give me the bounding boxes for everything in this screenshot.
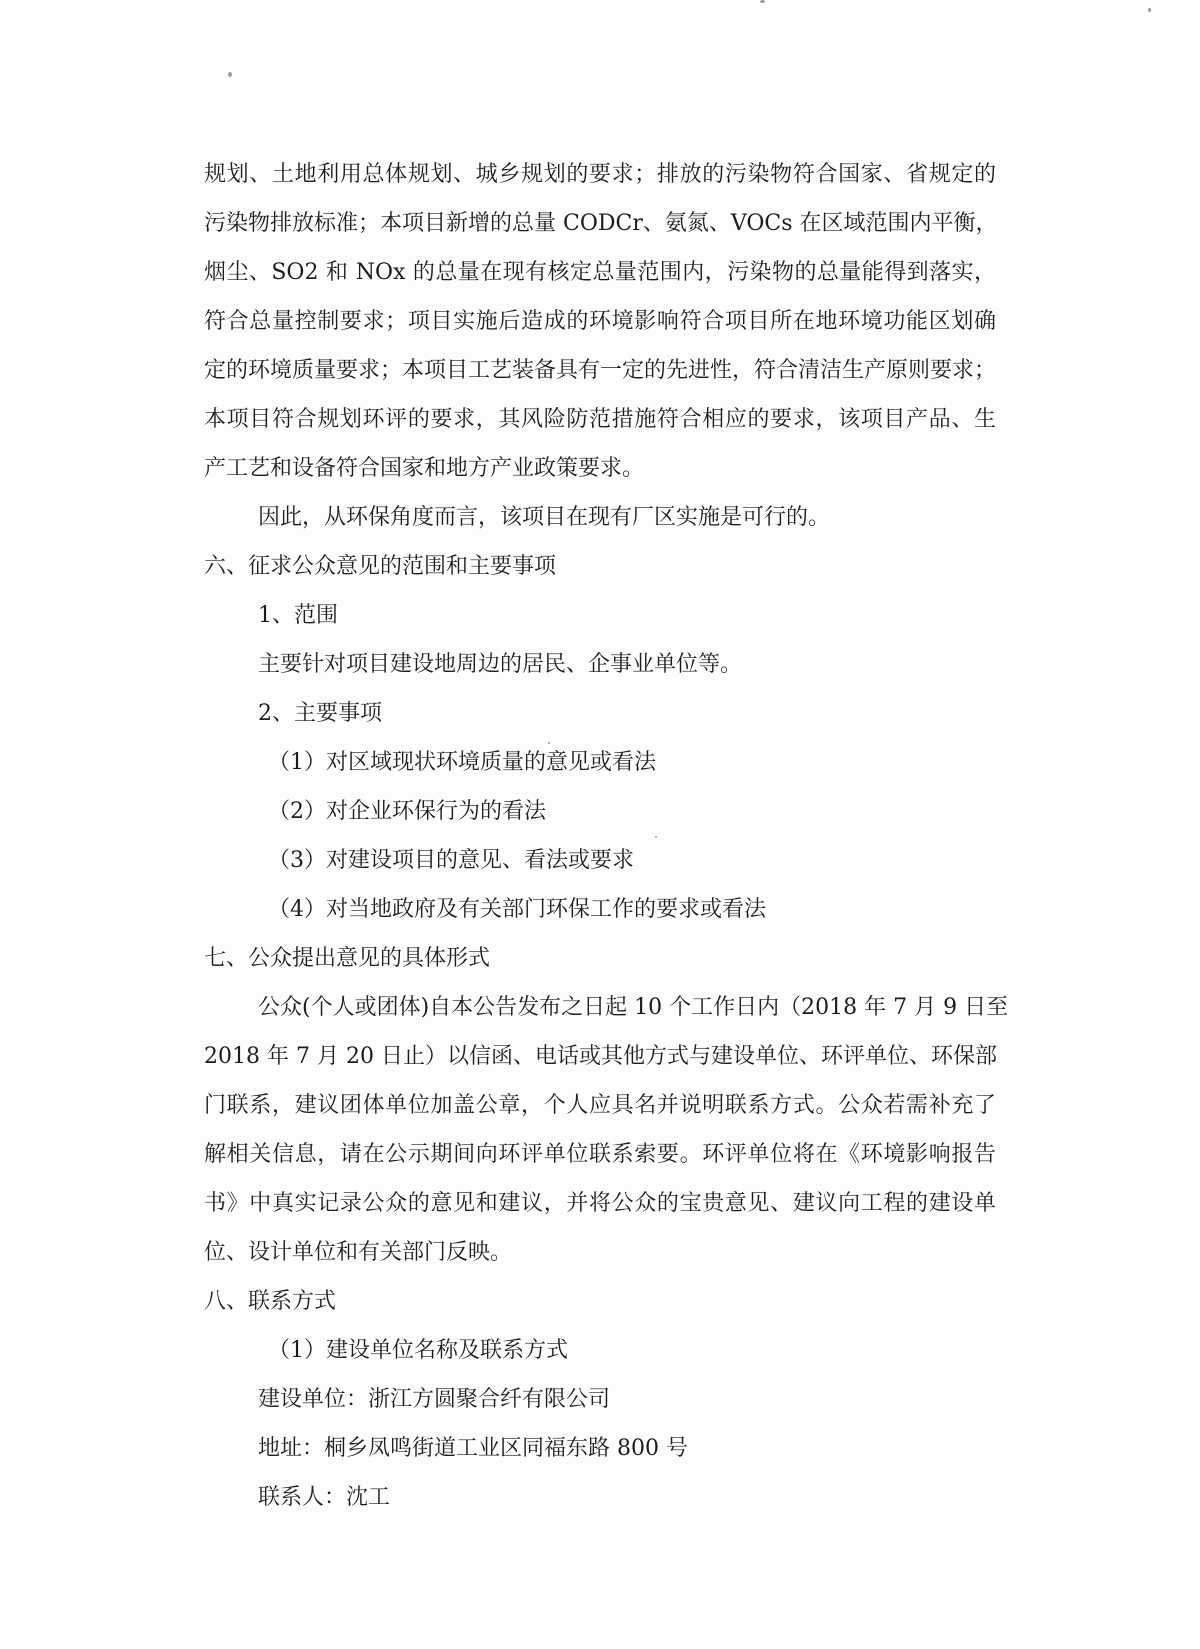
conclusion-line: 烟尘、SO2 和 NOx 的总量在现有核定总量范围内，污染物的总量能得到落实， [204, 260, 996, 285]
scan-speck [228, 72, 232, 77]
section-6-heading: 六、征求公众意见的范围和主要事项 [204, 554, 557, 579]
scan-speck [548, 742, 550, 744]
section-7-line: 书》中真实记录公众的意见和建议，并将公众的宝贵意见、建议向工程的建设单 [204, 1191, 996, 1216]
conclusion-line: 规划、土地利用总体规划、城乡规划的要求；排放的污染物符合国家、省规定的 [204, 162, 996, 187]
section-6-item: （1）对区域现状环境质量的意见或看法 [268, 750, 656, 775]
company-address: 地址：桐乡凤鸣街道工业区同福东路 800 号 [258, 1436, 688, 1461]
section-8-subheading: （1）建设单位名称及联系方式 [268, 1338, 568, 1363]
conclusion-line: 定的环境质量要求；本项目工艺装备具有一定的先进性，符合清洁生产原则要求； [204, 358, 997, 383]
conclusion-line: 符合总量控制要求；项目实施后造成的环境影响符合项目所在地环境功能区划确 [204, 309, 996, 334]
section-6-item: （3）对建设项目的意见、看法或要求 [268, 848, 634, 873]
therefore-paragraph: 因此，从环保角度而言，该项目在现有厂区实施是可行的。 [258, 505, 831, 530]
section-7-line: 公众(个人或团体)自本公告发布之日起 10 个工作日内（2018 年 7 月 9 日至 [258, 995, 1009, 1020]
scan-speck [760, 0, 765, 3]
section-6-items-heading: 2、主要事项 [258, 701, 382, 726]
company-name: 建设单位：浙江方圆聚合纤有限公司 [258, 1387, 611, 1412]
section-6-scope-heading: 1、范围 [258, 603, 338, 628]
section-6-item: （4）对当地政府及有关部门环保工作的要求或看法 [268, 897, 766, 922]
section-6-scope-text: 主要针对项目建设地周边的居民、企事业单位等。 [258, 652, 743, 677]
section-6-item: （2）对企业环保行为的看法 [268, 799, 546, 824]
contact-person: 联系人：沈工 [258, 1485, 391, 1510]
section-7-line: 解相关信息，请在公示期间向环评单位联系索要。环评单位将在《环境影响报告 [204, 1142, 996, 1167]
section-8-heading: 八、联系方式 [204, 1289, 337, 1314]
scan-speck [1148, 8, 1151, 12]
section-7-heading: 七、公众提出意见的具体形式 [204, 946, 491, 971]
scan-speck [655, 836, 657, 838]
conclusion-line: 产工艺和设备符合国家和地方产业政策要求。 [204, 456, 645, 481]
section-7-line: 位、设计单位和有关部门反映。 [204, 1240, 513, 1265]
conclusion-line: 污染物排放标准；本项目新增的总量 CODCr、氨氮、VOCs 在区域范围内平衡， [204, 211, 998, 236]
section-7-line: 门联系，建议团体单位加盖公章，个人应具名并说明联系方式。公众若需补充了 [204, 1093, 996, 1118]
section-7-line: 2018 年 7 月 20 日止）以信函、电话或其他方式与建设单位、环评单位、环保部 [204, 1044, 997, 1069]
conclusion-line: 本项目符合规划环评的要求，其风险防范措施符合相应的要求，该项目产品、生 [204, 407, 996, 432]
